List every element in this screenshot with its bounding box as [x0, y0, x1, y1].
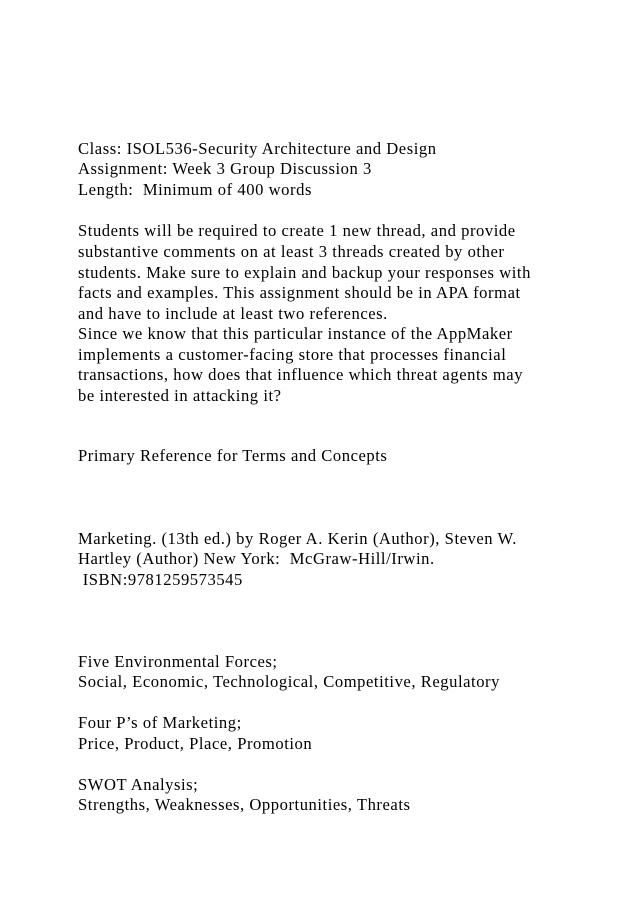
instructions-line: Students will be required to create 1 new thread, and provide [78, 221, 516, 240]
concept-items-environmental-forces: Social, Economic, Technological, Competitive, Regulatory [78, 672, 500, 691]
instructions-line: facts and examples. This assignment should be in APA format [78, 283, 521, 302]
question-line: transactions, how does that influence which threat agents may [78, 365, 524, 384]
reference-line: Marketing. (13th ed.) by Roger A. Kerin (Author), Steven W. [78, 529, 517, 548]
concept-items-swot: Strengths, Weaknesses, Opportunities, Threats [78, 795, 411, 814]
primary-reference-heading: Primary Reference for Terms and Concepts [78, 446, 388, 465]
class-line: Class: ISOL536-Security Architecture and Design [78, 139, 437, 158]
length-line: Length: Minimum of 400 words [78, 180, 312, 199]
instructions-line: students. Make sure to explain and backup your responses with [78, 263, 531, 282]
instructions-line: substantive comments on at least 3 threads created by other [78, 242, 505, 261]
concept-title-four-ps: Four P’s of Marketing; [78, 713, 242, 732]
instructions-line: and have to include at least two references. [78, 304, 388, 323]
reference-isbn: ISBN:9781259573545 [78, 570, 243, 589]
concept-title-environmental-forces: Five Environmental Forces; [78, 652, 278, 671]
question-line: implements a customer-facing store that processes financial [78, 345, 507, 364]
assignment-line: Assignment: Week 3 Group Discussion 3 [78, 159, 372, 178]
concept-items-four-ps: Price, Product, Place, Promotion [78, 734, 313, 753]
question-line: Since we know that this particular instance of the AppMaker [78, 324, 513, 343]
concept-title-swot: SWOT Analysis; [78, 775, 199, 794]
question-line: be interested in attacking it? [78, 386, 282, 405]
reference-line: Hartley (Author) New York: McGraw-Hill/Irwin. [78, 549, 435, 568]
